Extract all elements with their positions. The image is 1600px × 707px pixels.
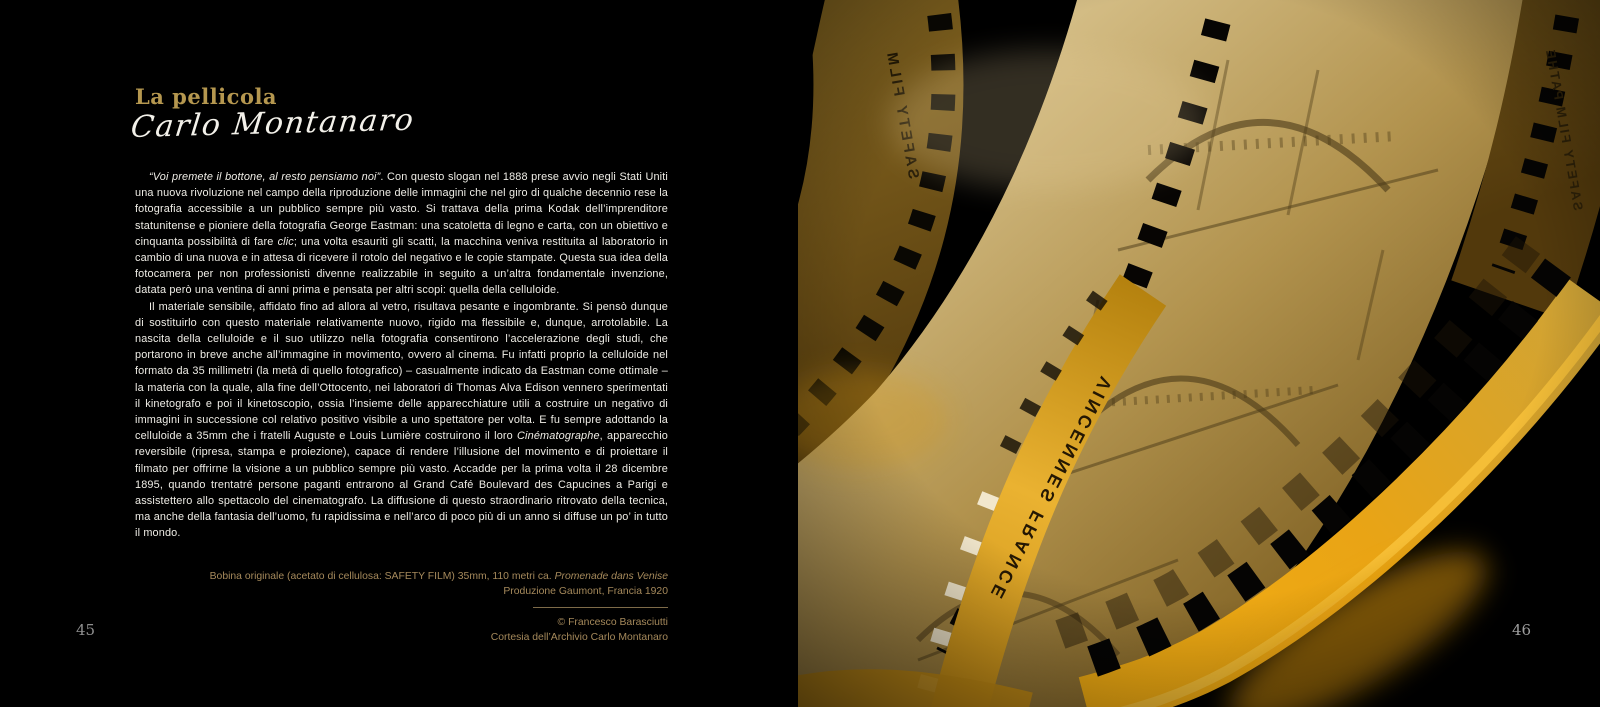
page-number-left: 45 xyxy=(76,621,96,639)
caption-line-2: Produzione Gaumont, Francia 1920 xyxy=(503,586,668,597)
page-number-right: 46 xyxy=(1512,621,1532,639)
page-title: La pellicola xyxy=(135,84,278,109)
body-text xyxy=(135,169,668,542)
film-photo xyxy=(798,0,1600,707)
photo-caption xyxy=(210,569,668,645)
left-page xyxy=(0,0,785,707)
vignette-overlay xyxy=(798,0,1600,707)
paragraph-2: Il materiale sensibile, affidato fino ad allora al vetro, risultava pesante e ingombrante. Si pensò dunque di sostituirlo con questo materiale relativamente nuovo, rigido ma flessibile e, dunque, arrotolabile. La nascita della celluloide e il suo utilizzo nella fotografia consentirono l’accelerazione degli studi, che portarono in breve anche all’immagine in movimento, ovvero al cinema. Fu infatti proprio la celluloide nel formato da 35 millimetri (la metà di quello fotografico) – casualmente indicato da Eastman come ottimale – la materia con la quale, alla fine dell’Ottocento, nei laboratori di Thomas Alva Edison vennero sperimentati il kinetografo e poi il kinetoscopio, ossia l’insieme delle apparecchiature utili a costruire un negativo di immagini in successione col relativo positivo visibile a uno spettatore per volta. E fu sempre adottando la celluloide a 35mm che i fratelli Auguste e Louis Lumière costruirono il loro Cinématographe, apparecchio reversibile (ripresa, stampa e proiezione), capace di rendere l’illusione del movimento e di proiettare il filmato per offrirne la visione a un pubblico sempre più vasto. Accadde per la prima volta il 28 dicembre 1895, quando trentatré persone paganti entrarono al Grand Café Boulevard des Capucines a Parigi e assistettero allo spettacolo del cinematografo. La diffusione di questo straordinario ritrovato della tecnica, ma anche della fantasia dell’uomo, fu rapidissima e nell’arco di poco più di un anno si diffuse un po’ in tutto il mondo. xyxy=(135,300,668,540)
caption-line-1: Bobina originale (acetato di cellulosa: SAFETY FILM) 35mm, 110 metri ca. Promenade dans Venise xyxy=(209,571,668,582)
caption-divider xyxy=(533,607,668,608)
paragraph-1: “Voi premete il bottone, al resto pensiamo noi”. Con questo slogan nel 1888 prese avvio negli Stati Uniti una nuova rivoluzione nel campo della riproduzione delle immagini che nel giro di qualche decennio rese la fotografia accessibile a un pubblico sempre più vasto. Si trattava della prima Kodak dell’imprenditore statunitense e pioniere della fotografia George Eastman: una scatoletta di legno e carta, con un obiettivo e cinquanta possibilità di fare clic; una volta esauriti gli scatti, la macchina veniva restituita al laboratorio in cambio di una nuova e in attesa di ricevere il rotolo del negativo e le copie stampate. Questa sua idea della fotocamera per non professionisti divenne realizzabile in seguito a un’altra fondamentale invenzione, datata però una ventina di anni prima e pensata per altri scopi: quella della celluloide. xyxy=(135,171,668,297)
credit-line-1: © Francesco Barasciutti xyxy=(557,617,668,628)
right-page xyxy=(785,0,1600,707)
author-signature: Carlo Montanaro xyxy=(128,102,417,145)
credit-line-2: Cortesia dell’Archivio Carlo Montanaro xyxy=(490,632,668,643)
